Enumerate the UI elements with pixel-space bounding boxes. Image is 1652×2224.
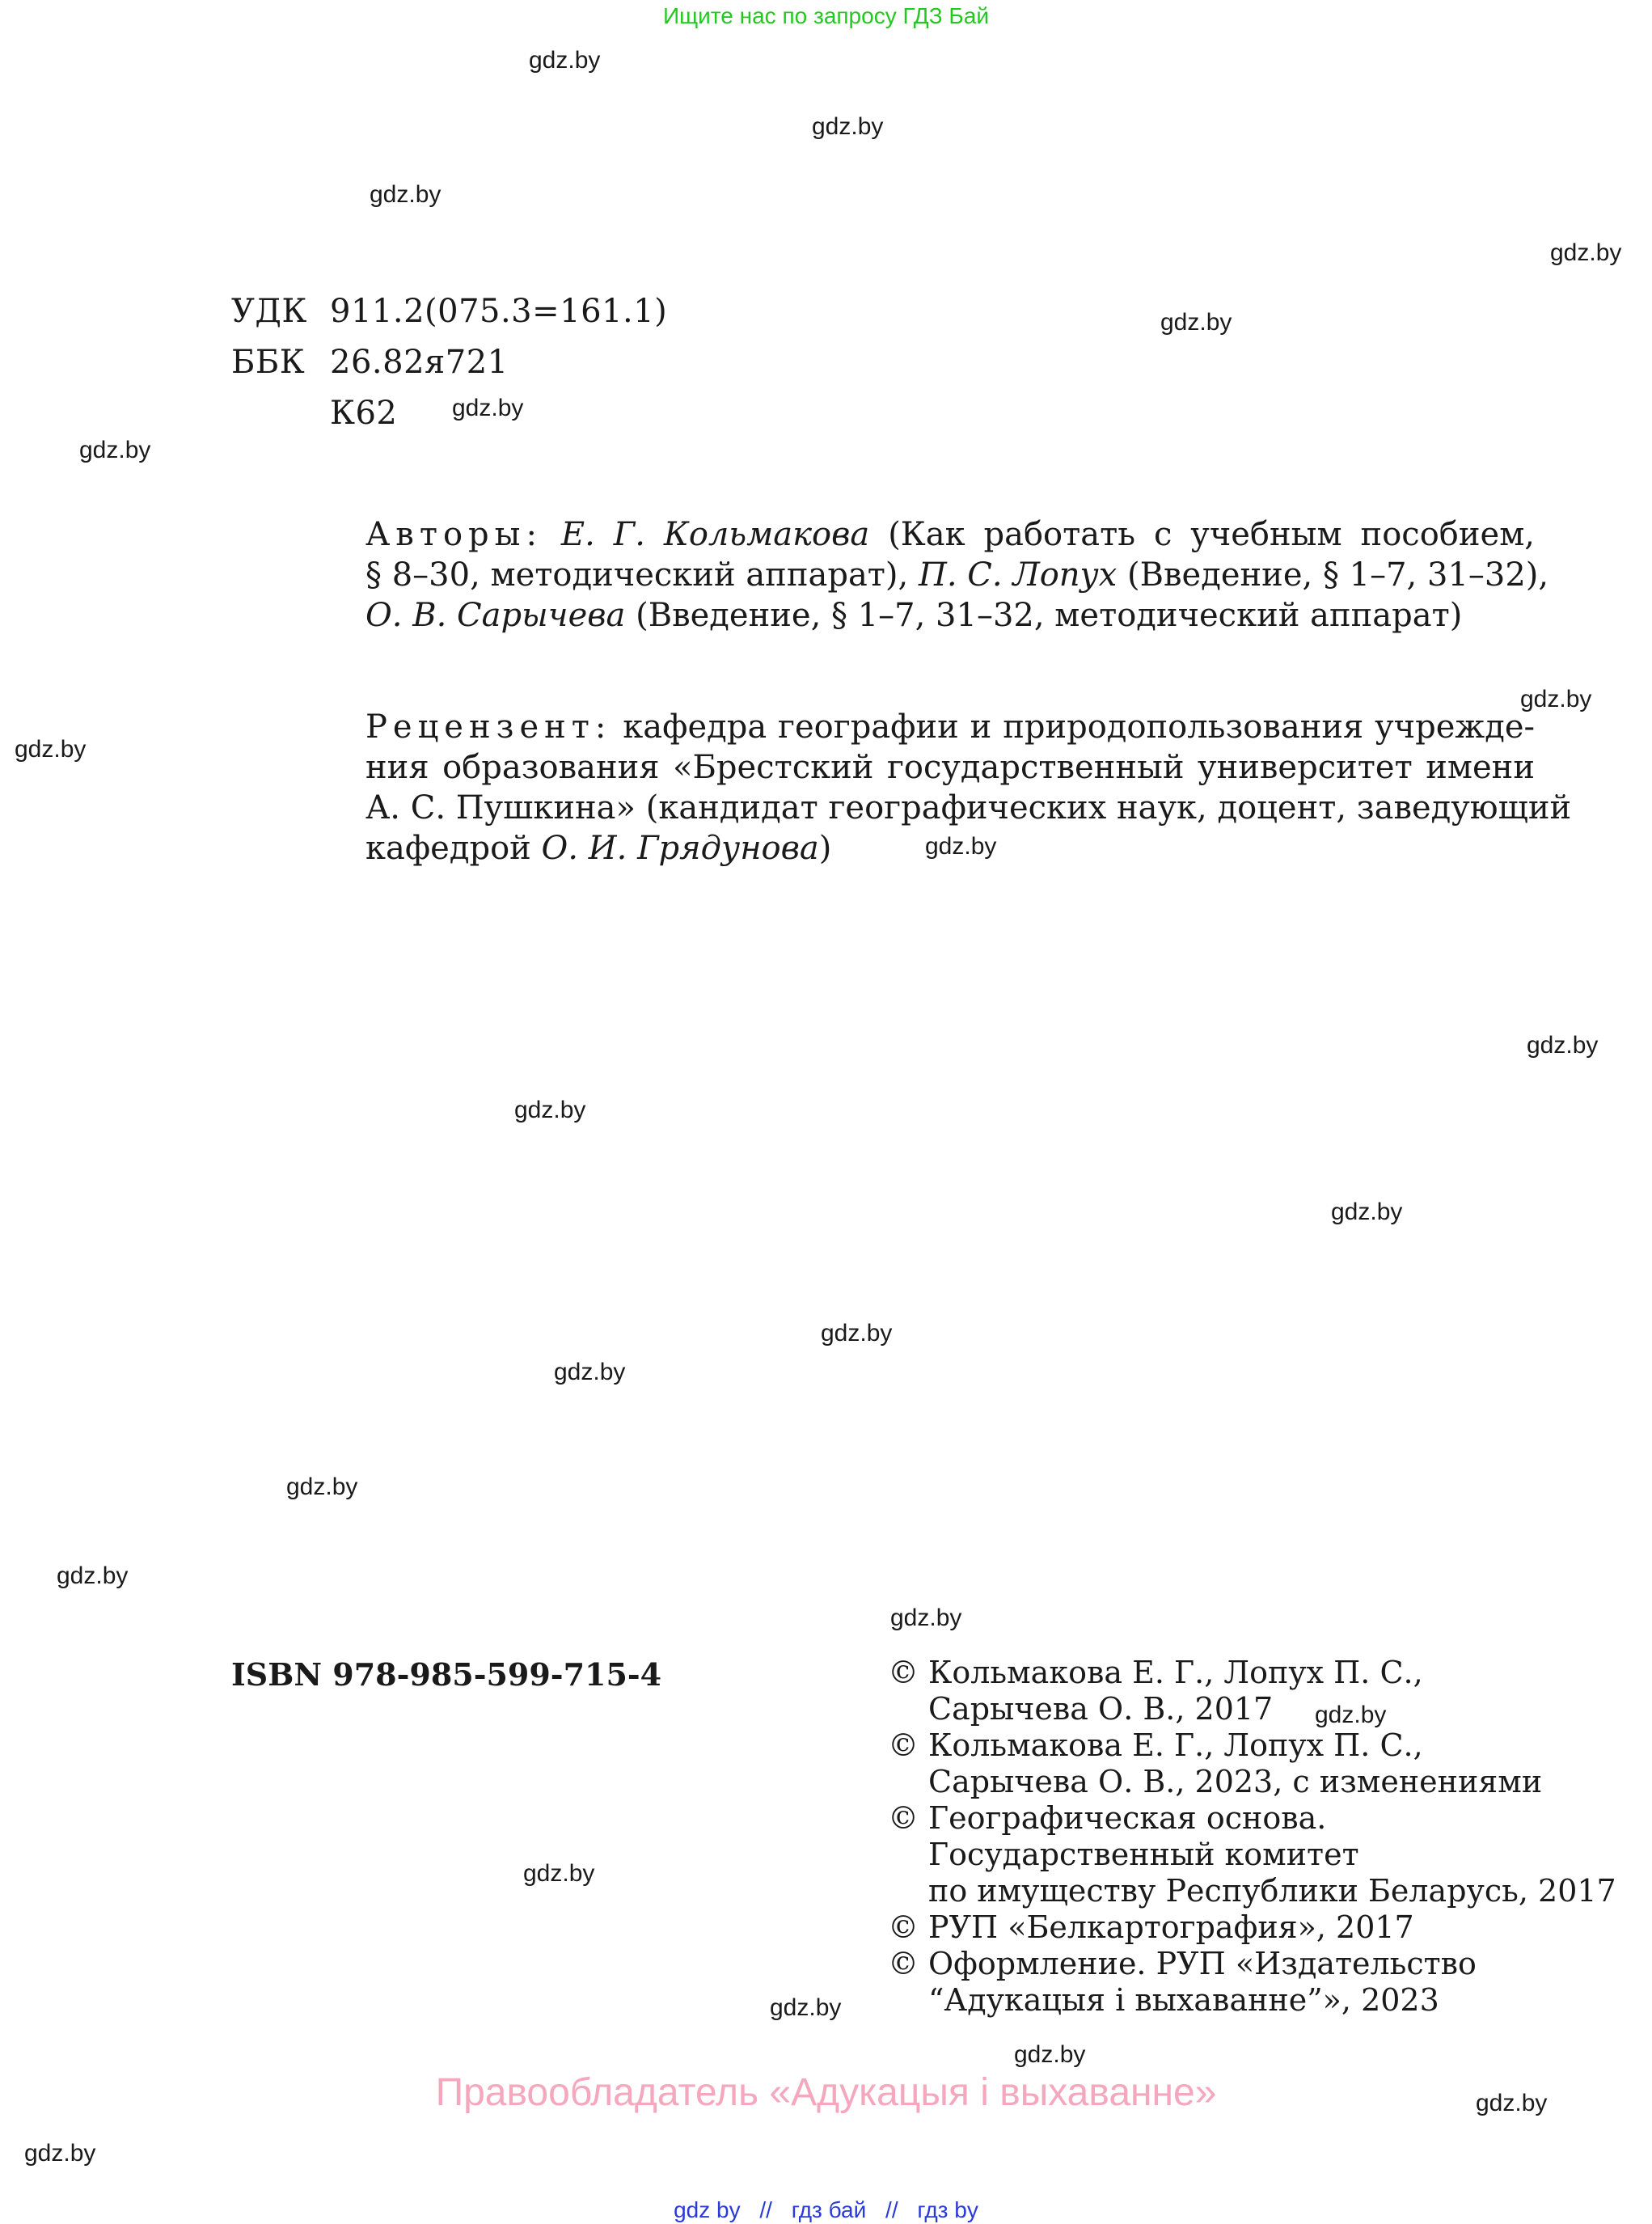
- reviewer-text: ): [818, 830, 832, 867]
- authors-label: Авторы:: [365, 516, 543, 553]
- copyright-entry: [888, 1727, 1616, 1800]
- copyright-entry: [888, 1946, 1616, 2019]
- copyright-entry: [888, 1800, 1616, 1909]
- author-name: О. В. Сарычева: [365, 597, 626, 634]
- link-gdz-by[interactable]: gdz by: [674, 2197, 741, 2222]
- author-name: Е. Г. Кольмакова: [560, 516, 870, 553]
- copyright-line: Оформление. РУП «Издательство: [928, 1946, 1477, 1981]
- copyright-entry: [888, 1655, 1616, 1727]
- author-contribution: (Введение, § 1–7, 31–32, методический аппарат): [636, 597, 1463, 634]
- watermark: gdz.by: [79, 437, 151, 463]
- link-separator: //: [885, 2197, 898, 2222]
- author-mark: К62: [330, 395, 398, 432]
- watermark: gdz.by: [514, 1097, 586, 1123]
- watermark: gdz.by: [57, 1562, 129, 1589]
- rights-holder-notice: Правообладатель «Адукацыя і выхаванне»: [435, 2071, 1217, 2114]
- watermark: gdz.by: [286, 1474, 358, 1500]
- watermark: gdz.by: [1331, 1199, 1403, 1225]
- authors-paragraph: [365, 514, 1549, 636]
- isbn: ISBN 978-985-599-715-4: [231, 1656, 662, 1693]
- watermark: gdz.by: [1476, 2090, 1548, 2116]
- watermark: gdz.by: [1527, 1032, 1599, 1059]
- watermark: gdz.by: [821, 1320, 893, 1347]
- author-contribution: (Введение, § 1–7, 31–32),: [1127, 556, 1549, 594]
- author-contribution: § 8–30, методический аппарат),: [365, 556, 909, 594]
- copyright-line: РУП «Белкартография», 2017: [928, 1909, 1414, 1945]
- reviewer-text: кафедрой: [365, 830, 531, 867]
- copyright-line: Сарычева О. В., 2023, с изменениями: [928, 1764, 1543, 1799]
- bbk-label: ББК: [231, 344, 306, 381]
- author-contribution: (Как работать с учебным пособием,: [888, 516, 1536, 553]
- reviewer-text: кафедра географии и природопользования учрежде-: [623, 708, 1536, 746]
- copyright-line: Сарычева О. В., 2017: [928, 1691, 1274, 1727]
- bbk-value: 26.82я721: [330, 344, 509, 381]
- link-gdz-bay[interactable]: гдз бай: [791, 2197, 867, 2222]
- copyright-line: Географическая основа.: [928, 1800, 1327, 1836]
- udk-value: 911.2(075.3=161.1): [330, 293, 668, 330]
- copyright-line: Кольмакова Е. Г., Лопух П. С.,: [928, 1727, 1423, 1763]
- search-hint-banner[interactable]: Ищите нас по запросу ГДЗ Бай: [662, 3, 990, 28]
- reviewer-label: Рецензент:: [365, 708, 612, 746]
- copyright-line: Кольмакова Е. Г., Лопух П. С.,: [928, 1655, 1423, 1690]
- watermark: gdz.by: [452, 395, 524, 421]
- watermark: gdz.by: [1520, 686, 1592, 712]
- reviewer-name: О. И. Грядунова: [541, 830, 819, 867]
- reviewer-paragraph: [365, 707, 1572, 869]
- reviewer-text: ния образования «Брестский государственный университет имени: [365, 749, 1535, 786]
- copyright-entry: [888, 1909, 1616, 1946]
- copyright-line: по имуществу Республики Беларусь, 2017: [928, 1873, 1616, 1909]
- watermark: gdz.by: [770, 1994, 842, 2021]
- link-separator: //: [759, 2197, 772, 2222]
- link-gdz-by-alt[interactable]: гдз by: [917, 2197, 978, 2222]
- watermark: gdz.by: [554, 1359, 626, 1385]
- watermark: gdz.by: [1160, 309, 1232, 336]
- udk-label: УДК: [231, 293, 307, 330]
- copyright-symbol: ©: [888, 1727, 919, 1763]
- author-name: П. С. Лопух: [918, 556, 1118, 594]
- watermark: gdz.by: [890, 1605, 962, 1631]
- watermark: gdz.by: [1315, 1702, 1387, 1728]
- copyright-symbol: ©: [888, 1800, 919, 1836]
- watermark: gdz.by: [370, 181, 442, 208]
- bottom-links: [0, 2197, 1652, 2223]
- reviewer-text: А. С. Пушкина» (кандидат географических наук, доцент, заведующий: [365, 789, 1572, 827]
- watermark: gdz.by: [24, 2140, 96, 2167]
- copyright-symbol: ©: [888, 1946, 919, 1981]
- watermark: gdz.by: [15, 736, 87, 763]
- copyright-list: [888, 1655, 1616, 2019]
- watermark: gdz.by: [812, 113, 884, 140]
- watermark: gdz.by: [925, 833, 997, 860]
- copyright-line: Государственный комитет: [928, 1837, 1359, 1872]
- copyright-symbol: ©: [888, 1655, 919, 1690]
- watermark: gdz.by: [523, 1860, 595, 1887]
- watermark: gdz.by: [1014, 2041, 1086, 2068]
- watermark: gdz.by: [529, 47, 601, 74]
- copyright-symbol: ©: [888, 1909, 919, 1945]
- copyright-line: “Адукацыя і выхаванне”», 2023: [928, 1982, 1439, 2018]
- watermark: gdz.by: [1550, 239, 1622, 266]
